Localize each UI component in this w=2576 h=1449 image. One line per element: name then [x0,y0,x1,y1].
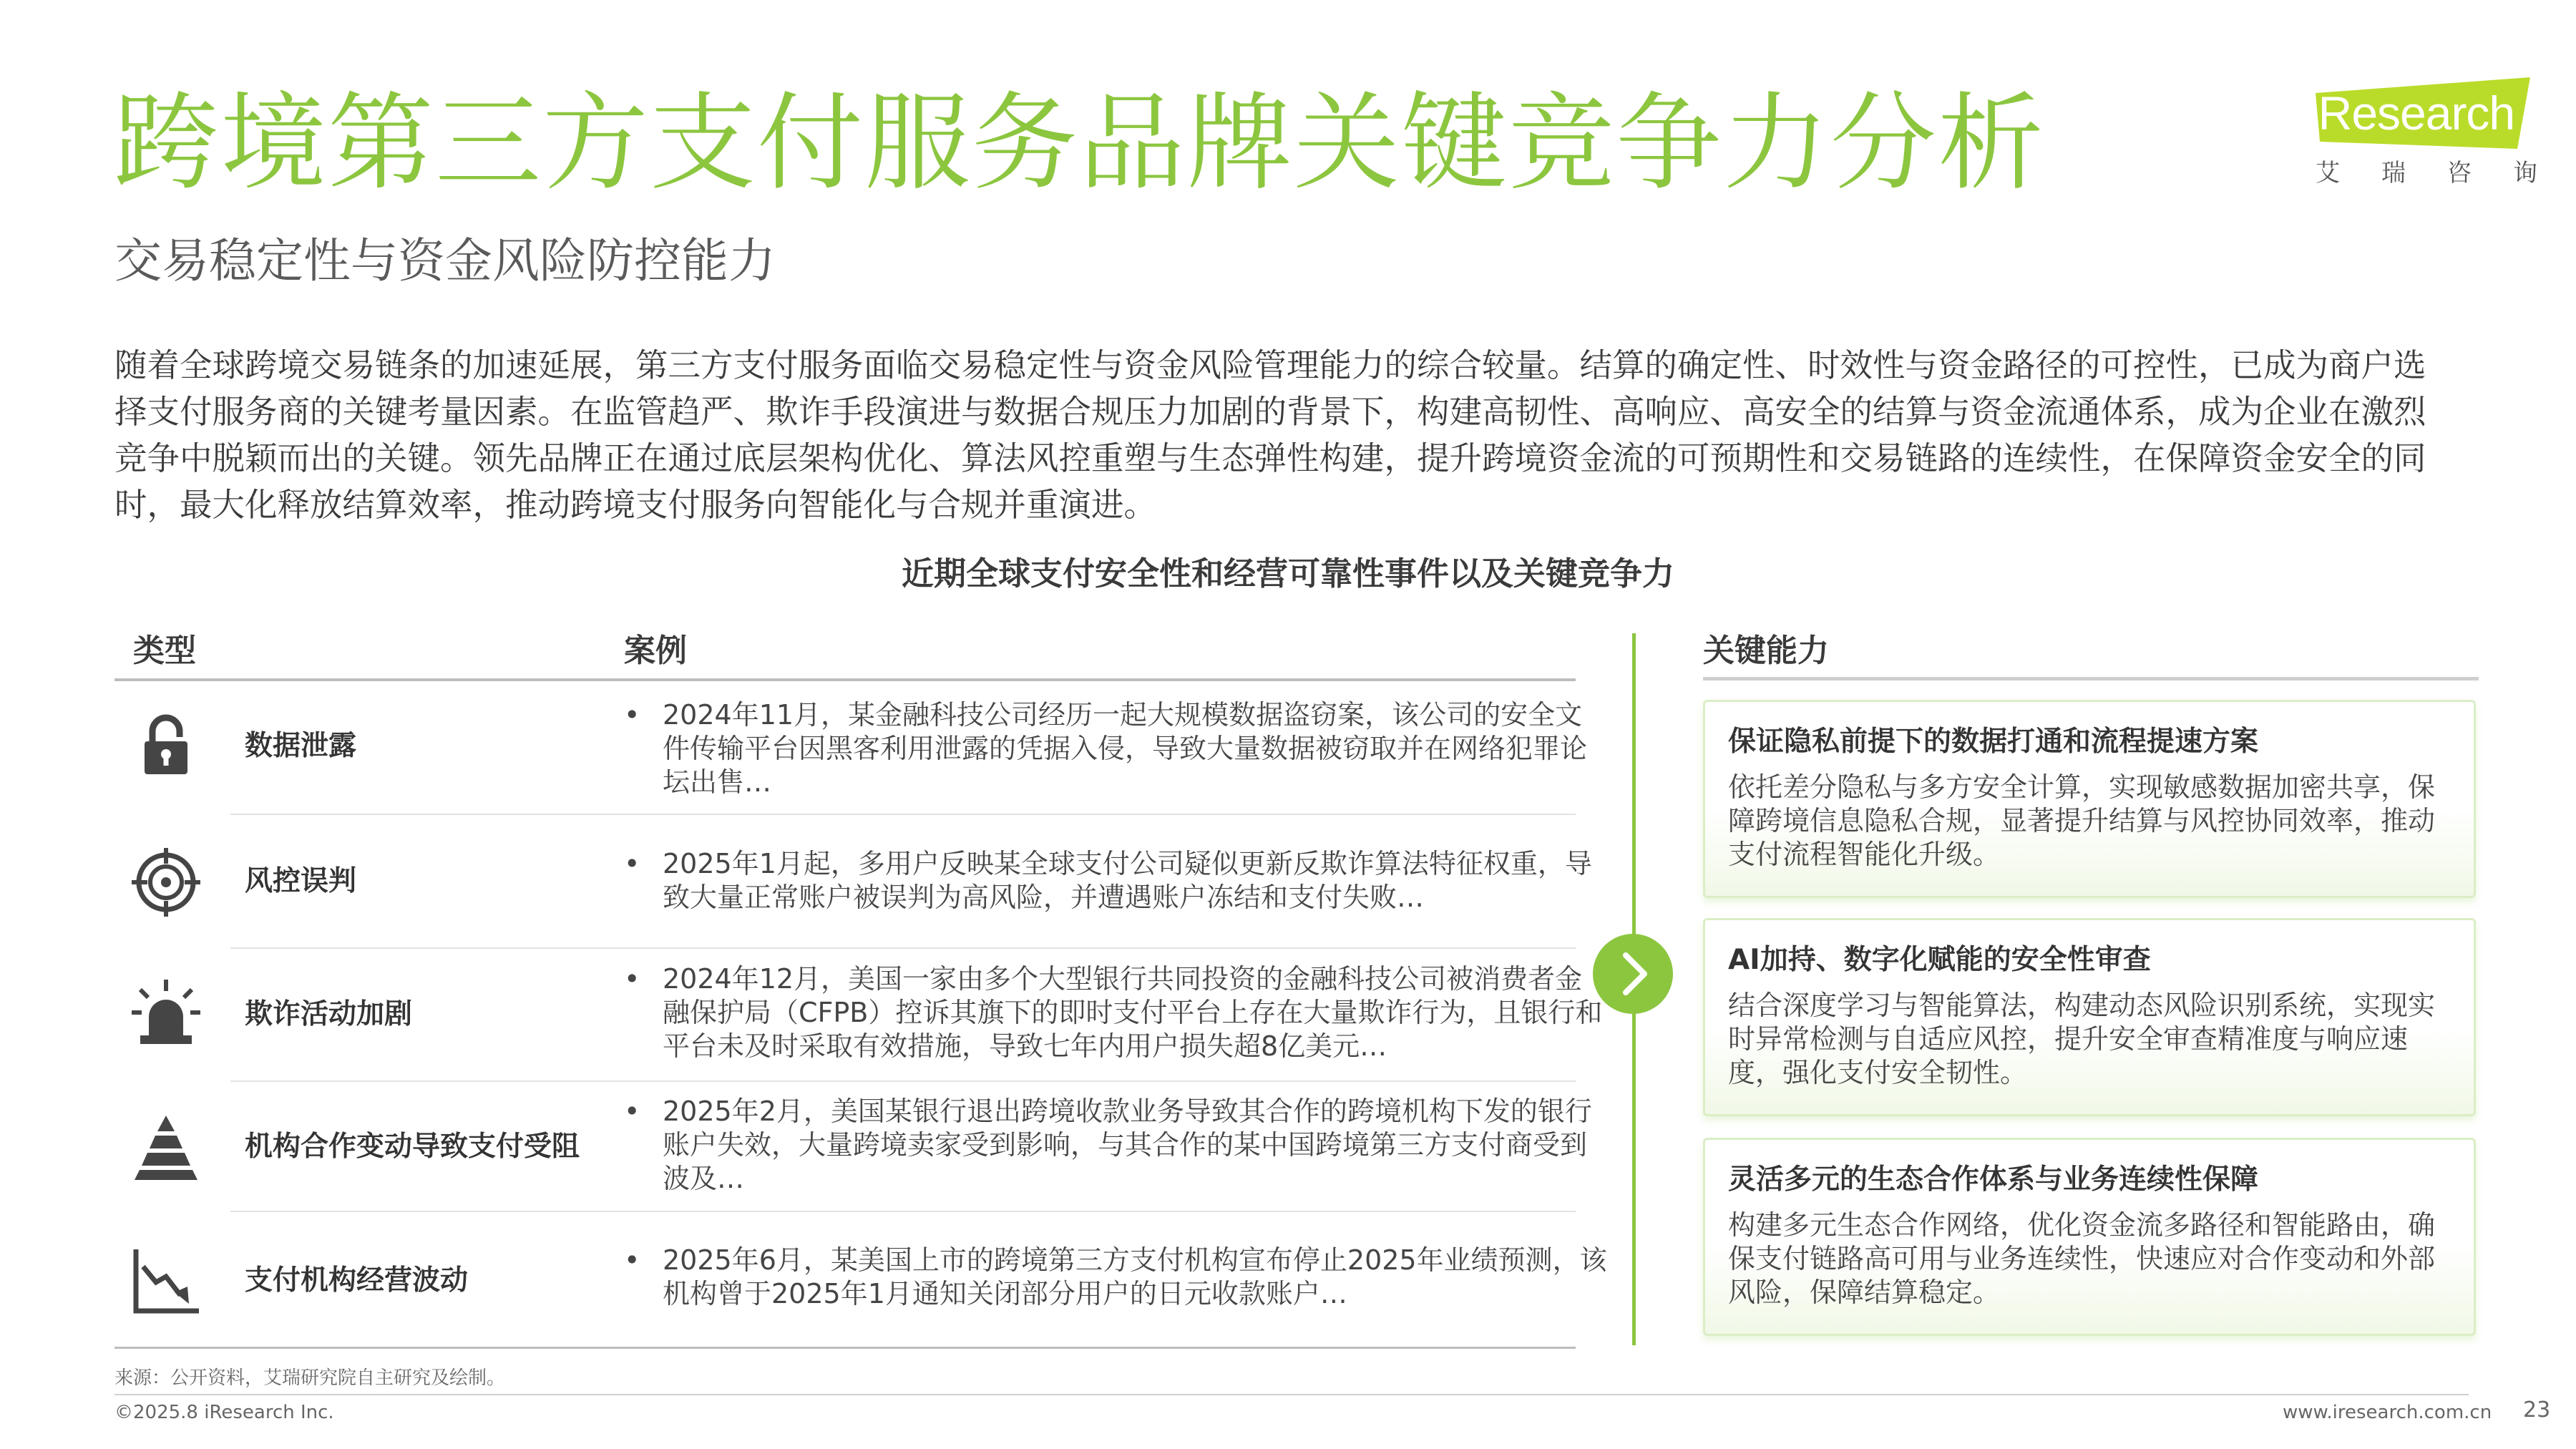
capability-card [1703,700,2476,898]
capability-text: 构建多元生态合作网络，优化资金流多路径和智能路由，确保支付链路高可用与业务连续性，快速应对合作变动和外部风险，保障结算稳定。 [1728,1209,2436,1308]
capability-title: 保证隐私前提下的数据打通和流程提速方案 [1728,726,2259,758]
page-number: 23 [2523,1397,2551,1423]
logo-text: iResearch [2308,87,2515,140]
alarm-icon [130,977,202,1048]
column-header-type: 类型 [133,633,196,669]
copyright: ©2025.8 iResearch Inc. [114,1402,334,1423]
chevron-right-icon [1593,934,1673,1014]
row-type: 风控误判 [245,865,357,897]
capability-text: 结合深度学习与智能算法，构建动态风险识别系统，实现实时异常检测与自适应风控，提升安全审查精准度与响应速度，强化支付安全韧性。 [1728,990,2436,1088]
row-divider [230,947,1576,949]
logo-chinese-name [2316,157,2537,189]
table-title: 近期全球支付安全性和经营可靠性事件以及关键竞争力 [901,555,1674,592]
column-header-case: 案例 [624,633,687,669]
decline-chart-icon [130,1245,202,1317]
row-type: 数据泄露 [245,730,357,762]
logo-char: 艾 [2316,159,2340,187]
logo-char: 询 [2513,159,2537,187]
capability-text: 依托差分隐私与多方安全计算，实现敏感数据加密共享，保障跨境信息隐私合规，显著提升结算与风控协同效率，推动支付流程智能化升级。 [1728,771,2436,870]
row-divider [230,1080,1576,1082]
iresearch-logo [2303,77,2537,192]
table-header-divider [114,678,1576,681]
footer-divider [114,1394,2469,1395]
lock-icon [130,708,202,780]
table-bottom-divider [114,1347,1576,1349]
capability-title: 灵活多元的生态合作体系与业务连续性保障 [1728,1163,2259,1196]
page-title: 跨境第三方支付服务品牌关键竞争力分析 [113,82,2045,205]
capability-card [1703,1138,2476,1336]
logo-char: 瑞 [2381,159,2406,187]
row-divider [230,814,1576,815]
page-subtitle: 交易稳定性与资金风险防控能力 [114,233,776,288]
capabilities-header: 关键能力 [1703,633,1829,669]
row-case: • 2025年1月起，多用户反映某全球支付公司疑似更新反欺诈算法特征权重，导致大量正常账户被误判为高风险，并遭遇账户冻结和支付失败… [624,847,1607,914]
website-link[interactable]: www.iresearch.com.cn [2283,1402,2492,1423]
capabilities-header-divider [1703,677,2479,680]
capability-title: AI加持、数字化赋能的安全性审查 [1728,944,2151,976]
row-type: 欺诈活动加剧 [245,998,413,1030]
row-type: 支付机构经营波动 [245,1264,469,1297]
row-case: • 2025年2月，美国某银行退出跨境收款业务导致其合作的跨境机构下发的银行账户失效，大量跨境卖家受到影响，与其合作的某中国跨境第三方支付商受到波及… [624,1095,1607,1196]
row-case: • 2024年12月，美国一家由多个大型银行共同投资的金融科技公司被消费者金融保护局（CFPB）控诉其旗下的即时支付平台上存在大量欺诈行为，且银行和平台未及时采取有效措施，导致七年内用户损失超8亿美元… [624,962,1607,1063]
row-case: • 2025年6月，某美国上市的跨境第三方支付机构宣布停止2025年业绩预测，该机构曾于2025年1月通知关闭部分用户的日元收款账户… [624,1244,1607,1311]
row-case: • 2024年11月，某金融科技公司经历一起大规模数据盗窃案，该公司的安全文件传输平台因黑客利用泄露的凭据入侵，导致大量数据被窃取并在网络犯罪论坛出售… [624,698,1607,799]
row-type: 机构合作变动导致支付受阻 [245,1131,580,1163]
pyramid-icon [130,1111,202,1183]
intro-paragraph: 随着全球跨境交易链条的加速延展，第三方支付服务面临交易稳定性与资金风险管理能力的综合较量。结算的确定性、时效性与资金路径的可控性，已成为商户选择支付服务商的关键考量因素。在监管趋严、欺诈手段演进与数据合规压力加剧的背景下，构建高韧性、高响应、高安全的结算与资金流通体系，成为企业在激烈竞争中脱颖而出的关键。领先品牌正在通过底层架构优化、算法风控重塑与生态弹性构建，提升跨境资金流的可预期性和交易链路的连续性，在保障资金安全的同时，最大化释放结算效率，推动跨境支付服务向智能化与合规并重演进。 [114,346,2426,524]
logo-char: 咨 [2447,159,2472,187]
source-note: 来源：公开资料，艾瑞研究院自主研究及绘制。 [114,1367,506,1389]
row-divider [230,1211,1576,1212]
target-icon [130,847,202,918]
capability-card [1703,918,2476,1116]
